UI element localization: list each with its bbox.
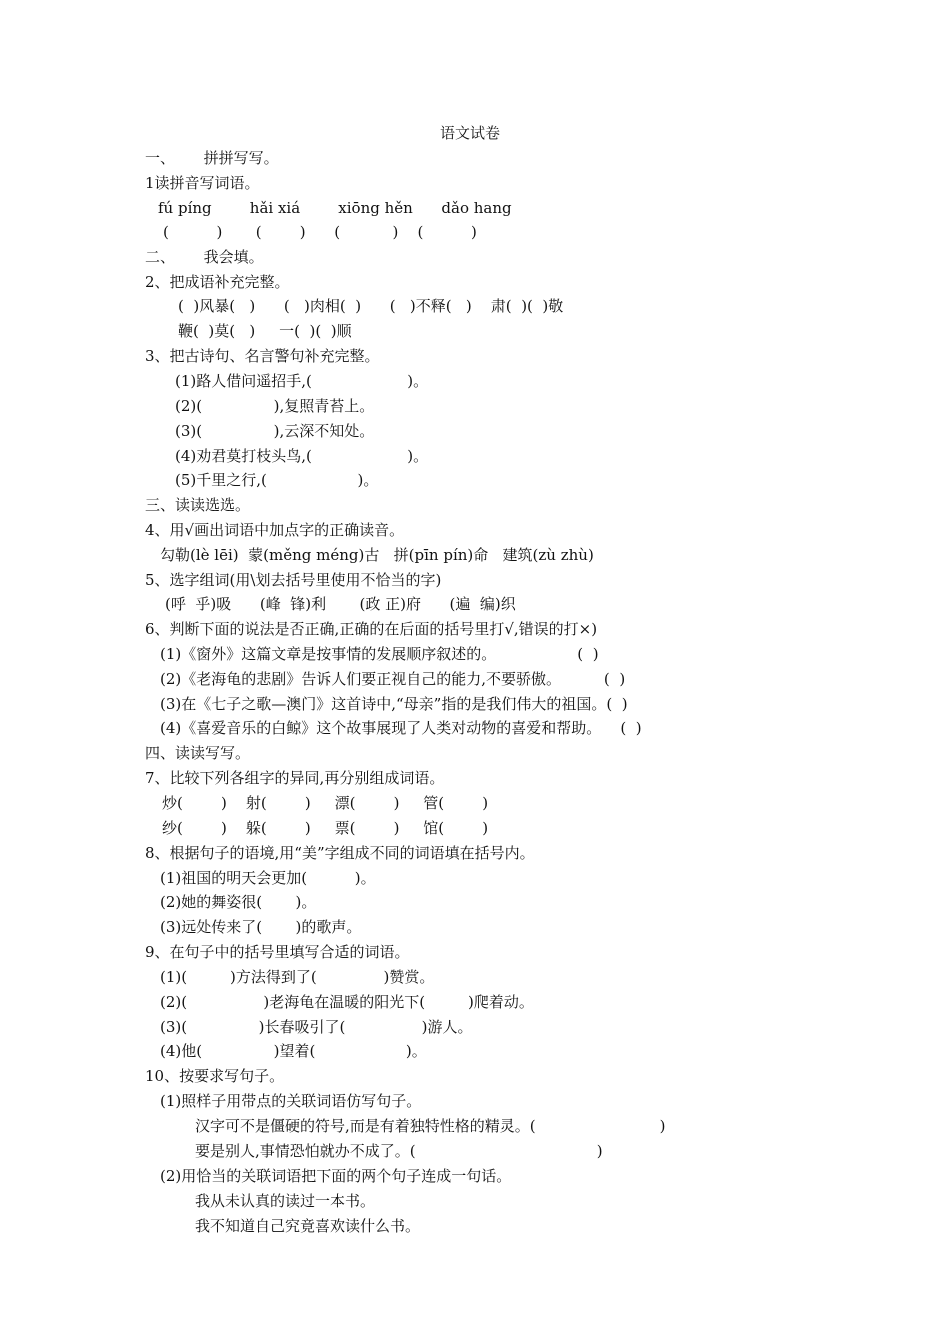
text-line: (1)祖国的明天会更加( )。 bbox=[160, 869, 376, 887]
text-line: 一、 拼拼写写。 bbox=[145, 149, 279, 167]
text-line: (2)她的舞姿很( )。 bbox=[160, 893, 317, 911]
text-line: 四、读读写写。 bbox=[145, 744, 251, 762]
text-line: (1)路人借问遥招手,( )。 bbox=[175, 372, 429, 390]
text-line: (2)《老海龟的悲剧》告诉人们要正视自己的能力,不要骄傲。 ( ) bbox=[160, 670, 626, 688]
text-line: 2、把成语补充完整。 bbox=[145, 273, 290, 291]
text-line: (1)( )方法得到了( )赞赏。 bbox=[160, 968, 435, 986]
text-line: 炒( ) 射( ) 漂( ) 管( ) bbox=[162, 794, 489, 812]
text-line: (2)( )老海龟在温暖的阳光下( )爬着动。 bbox=[160, 993, 534, 1011]
text-line: (4)《喜爱音乐的白鲸》这个故事展现了人类对动物的喜爱和帮助。 ( ) bbox=[160, 719, 642, 737]
text-line: fú píng hǎi xiá xiōng hěn dǎo hang bbox=[158, 199, 512, 217]
text-line: 汉字可不是僵硬的符号,而是有着独特性格的精灵。( ) bbox=[195, 1117, 666, 1135]
text-line: (1)照样子用带点的关联词语仿写句子。 bbox=[160, 1092, 422, 1110]
text-line: ( )风暴( ) ( )肉相( ) ( )不释( ) 肃( )( )敬 bbox=[178, 297, 564, 315]
text-line: (3)( ),云深不知处。 bbox=[175, 422, 375, 440]
text-line: (呼 乎)吸 (峰 锋)利 (政 正)府 (遍 编)织 bbox=[165, 595, 516, 613]
text-line: (3)远处传来了( )的歌声。 bbox=[160, 918, 362, 936]
text-line: 3、把古诗句、名言警句补充完整。 bbox=[145, 347, 380, 365]
text-line: (4)劝君莫打枝头鸟,( )。 bbox=[175, 447, 429, 465]
text-line: (4)他( )望着( )。 bbox=[160, 1042, 427, 1060]
text-line: 1读拼音写词语。 bbox=[145, 174, 260, 192]
text-line: 4、用√画出词语中加点字的正确读音。 bbox=[145, 521, 405, 539]
text-line: 勾勒(lè lēi) 蒙(měng méng)古 拼(pīn pín)命 建筑(zù zhù) bbox=[160, 546, 594, 564]
text-line: (5)千里之行,( )。 bbox=[175, 471, 379, 489]
text-line: 三、读读选选。 bbox=[145, 496, 251, 514]
text-line: 9、在句子中的括号里填写合适的词语。 bbox=[145, 943, 410, 961]
text-line: 我不知道自己究竟喜欢读什么书。 bbox=[195, 1217, 421, 1235]
text-line: (3)( )长春吸引了( )游人。 bbox=[160, 1018, 473, 1036]
text-line: 10、按要求写句子。 bbox=[145, 1067, 285, 1085]
text-line: 我从未认真的读过一本书。 bbox=[195, 1192, 376, 1210]
text-line: 7、比较下列各组字的异同,再分别组成词语。 bbox=[145, 769, 445, 787]
text-line: (2)( ),复照青苔上。 bbox=[175, 397, 375, 415]
text-line: 二、 我会填。 bbox=[145, 248, 264, 266]
page-title: 语文试卷 bbox=[440, 124, 501, 142]
text-line: 纱( ) 躲( ) 票( ) 馆( ) bbox=[162, 819, 489, 837]
text-line: (2)用恰当的关联词语把下面的两个句子连成一句话。 bbox=[160, 1167, 512, 1185]
text-line: 5、选字组词(用\划去括号里使用不恰当的字) bbox=[145, 571, 442, 589]
text-line: 要是别人,事情恐怕就办不成了。( ) bbox=[195, 1142, 603, 1160]
text-line: ( ) ( ) ( ) ( ) bbox=[163, 223, 477, 241]
text-line: 鞭( )莫( ) 一( )( )顺 bbox=[178, 322, 352, 340]
text-line: (3)在《七子之歌—澳门》这首诗中,“母亲”指的是我们伟大的祖国。( ) bbox=[160, 695, 628, 713]
text-line: 6、判断下面的说法是否正确,正确的在后面的括号里打√,错误的打×) bbox=[145, 620, 598, 638]
text-line: (1)《窗外》这篇文章是按事情的发展顺序叙述的。 ( ) bbox=[160, 645, 599, 663]
text-line: 8、根据句子的语境,用“美”字组成不同的词语填在括号内。 bbox=[145, 844, 535, 862]
